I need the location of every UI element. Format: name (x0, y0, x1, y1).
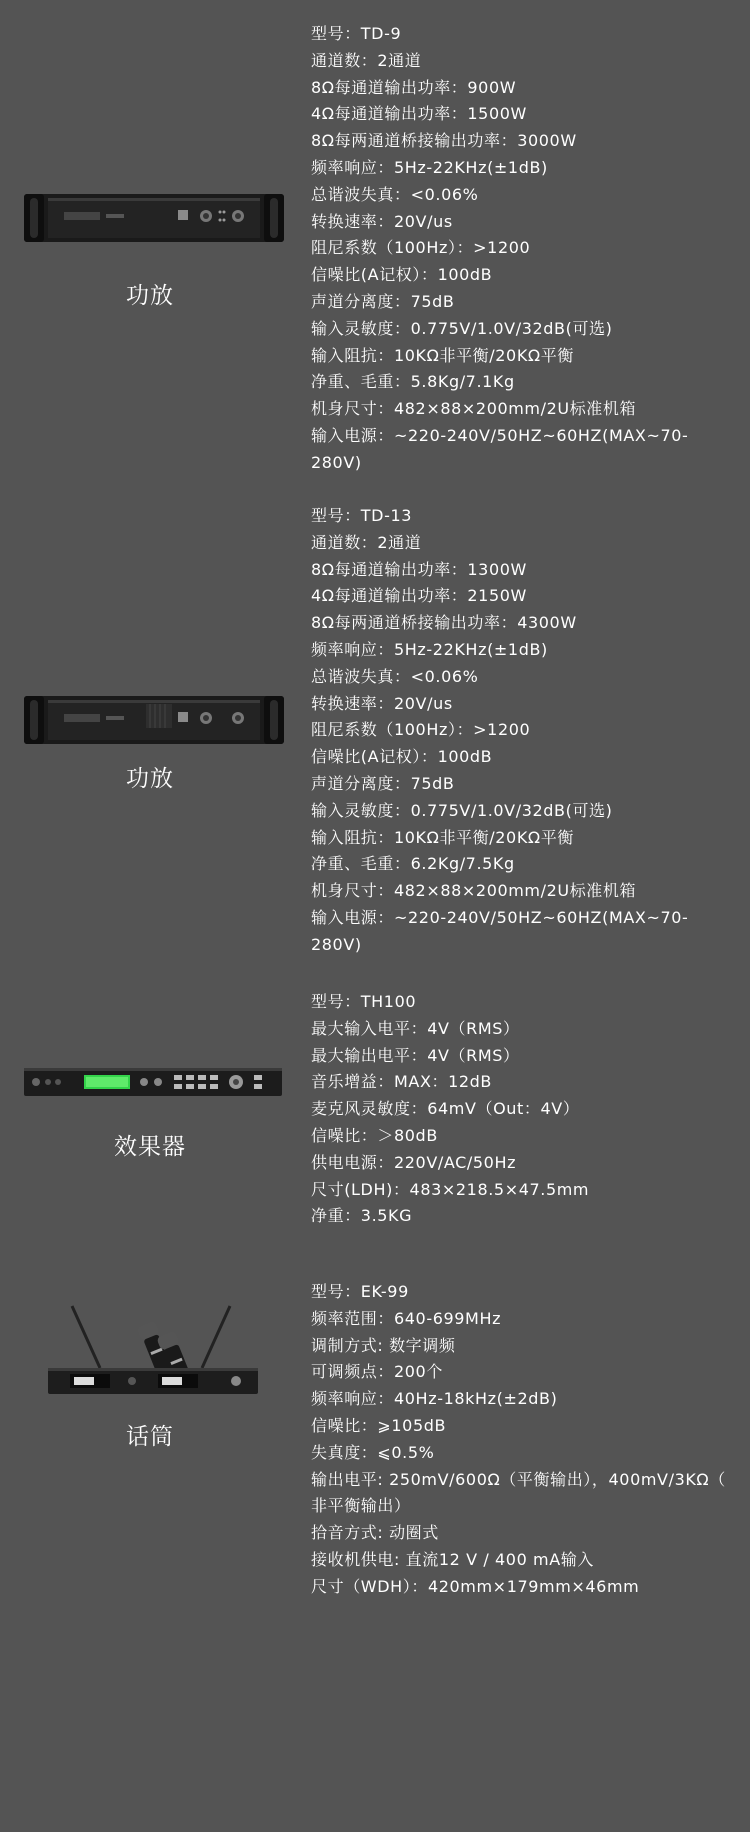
spec-line: 通道数：2通道 (311, 50, 422, 70)
spec-line: 拾音方式: 动圈式 (311, 1523, 439, 1543)
spec-line: 频率响应：40Hz-18kHz(±2dB) (311, 1389, 558, 1409)
spec-line: 机身尺寸：482×88×200mm/2U标准机箱 (311, 881, 637, 901)
spec-line: 8Ω每通道输出功率：900W (311, 77, 517, 97)
spec-line: 8Ω每通道输出功率：1300W (311, 559, 527, 579)
spec-list (311, 21, 736, 477)
product-category-label: 功放 (126, 283, 174, 309)
spec-line: 输出电平: 250mV/600Ω（平衡输出），400mV/3KΩ（ (311, 1469, 726, 1489)
spec-line: 可调频点：200个 (311, 1362, 443, 1382)
spec-line: 8Ω每两通道桥接输出功率：4300W (311, 613, 577, 633)
spec-line: 净重、毛重：6.2Kg/7.5Kg (311, 854, 515, 874)
spec-line: 型号：TD-9 (311, 24, 402, 43)
power-amplifier-icon (24, 188, 284, 248)
spec-line: 净重：3.5KG (311, 1206, 413, 1226)
spec-line: 净重、毛重：5.8Kg/7.1Kg (311, 372, 515, 392)
spec-line: 声道分离度：75dB (311, 291, 455, 311)
spec-line: 频率响应：5Hz-22KHz(±1dB) (311, 157, 548, 177)
spec-line: 4Ω每通道输出功率：1500W (311, 104, 527, 124)
spec-line: 4Ω每通道输出功率：2150W (311, 586, 527, 606)
spec-line: 阻尼系数（100Hz）：>1200 (311, 720, 531, 740)
spec-list (311, 989, 736, 1230)
spec-line: 型号：TD-13 (311, 506, 413, 525)
spec-line: 最大输出电平：4V（RMS） (311, 1045, 520, 1065)
spec-line: 通道数：2通道 (311, 532, 422, 552)
spec-line: 型号：EK-99 (311, 1282, 409, 1301)
spec-line: 接收机供电: 直流12 V / 400 mA输入 (311, 1549, 594, 1569)
spec-line: 输入电源：~220-240V/50HZ~60HZ(MAX~70-280V) (311, 907, 689, 954)
spec-line: 尺寸（WDH）：420mm×179mm×46mm (311, 1576, 640, 1596)
spec-line: 型号：TH100 (311, 992, 417, 1011)
spec-line: 声道分离度：75dB (311, 773, 455, 793)
spec-line: 总谐波失真：<0.06% (311, 184, 479, 204)
spec-line: 非平衡输出） (311, 1496, 411, 1516)
product-category-label: 效果器 (114, 1134, 186, 1160)
product-category-label: 功放 (126, 766, 174, 792)
spec-line: 输入灵敏度：0.775V/1.0V/32dB(可选) (311, 800, 613, 820)
product-category-label: 话筒 (126, 1424, 174, 1450)
spec-line: 输入灵敏度：0.775V/1.0V/32dB(可选) (311, 318, 613, 338)
spec-line: 信噪比：⩾105dB (311, 1415, 447, 1435)
spec-line: 最大输入电平：4V（RMS） (311, 1018, 520, 1038)
spec-line: 频率范围：640-699MHz (311, 1308, 502, 1328)
spec-list (311, 503, 736, 959)
spec-line: 麦克风灵敏度：64mV（Out：4V） (311, 1099, 580, 1119)
spec-line: 尺寸(LDH)：483×218.5×47.5mm (311, 1179, 590, 1199)
spec-line: 输入阻抗：10KΩ非平衡/20KΩ平衡 (311, 827, 574, 847)
spec-line: 总谐波失真：<0.06% (311, 666, 479, 686)
spec-line: 信噪比(A记权）：100dB (311, 747, 493, 767)
spec-line: 输入电源：~220-240V/50HZ~60HZ(MAX~70-280V) (311, 425, 689, 472)
spec-line: 输入阻抗：10KΩ非平衡/20KΩ平衡 (311, 345, 574, 365)
spec-line: 机身尺寸：482×88×200mm/2U标准机箱 (311, 399, 637, 419)
spec-list (311, 1279, 736, 1601)
effects-processor-icon (24, 1064, 284, 1100)
spec-line: 调制方式: 数字调频 (311, 1335, 456, 1355)
spec-line: 频率响应：5Hz-22KHz(±1dB) (311, 639, 548, 659)
spec-line: 阻尼系数（100Hz）：>1200 (311, 238, 531, 258)
spec-line: 音乐增益：MAX：12dB (311, 1072, 493, 1092)
spec-line: 8Ω每两通道桥接输出功率：3000W (311, 131, 577, 151)
spec-line: 信噪比(A记权）：100dB (311, 265, 493, 285)
wireless-microphone-icon (40, 1300, 300, 1400)
spec-line: 信噪比：＞80dB (311, 1125, 438, 1145)
spec-line: 转换速率：20V/us (311, 211, 453, 231)
power-amplifier-icon (24, 690, 284, 750)
spec-line: 转换速率：20V/us (311, 693, 453, 713)
spec-line: 失真度：⩽0.5% (311, 1442, 435, 1462)
spec-line: 供电电源：220V/AC/50Hz (311, 1152, 517, 1172)
